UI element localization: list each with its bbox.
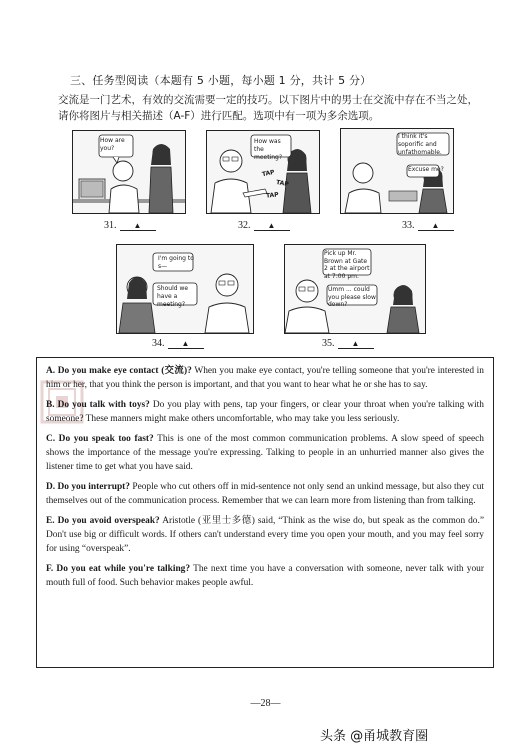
bubble-33-1: I think it's soporific and unfathomable. <box>398 133 442 156</box>
section-intro: 交流是一门艺术，有效的交流需要一定的技巧。以下图片中的男士在交流中存在不当之处，请你将图片与相关描述（A-F）进行匹配。选项中有一项为多余选项。 <box>58 94 478 122</box>
answer-35 <box>322 338 374 349</box>
option-d-text: People who cut others off in mid-sentence not only send an unkind message, but also they cut themselves out of the communication process. Remember that we can learn more from listening than from talking. <box>46 481 484 507</box>
question-number-34: 34. <box>152 338 165 349</box>
option-f-question: F. Do you eat while you're talking? <box>46 563 191 574</box>
option-f-text: The next time you have a conversation with someone, never talk with your mouth full of food. Such behavior makes people awful. <box>46 563 484 589</box>
bubble-31-1: How are you? <box>100 137 125 152</box>
option-d-question: D. Do you interrupt? <box>46 481 130 492</box>
answer-blank-35[interactable]: ▲ <box>338 339 374 349</box>
bubble-34-2: Should we have a meeting? <box>157 285 189 308</box>
option-c-question: C. Do you speak too fast? <box>46 433 154 444</box>
bubble-34-1: I'm going to s— <box>158 255 194 270</box>
tap-sound-3: TAP <box>265 191 280 200</box>
answer-blank-33[interactable]: ▲ <box>418 221 454 231</box>
option-c <box>46 432 484 475</box>
question-number-35: 35. <box>322 338 335 349</box>
bubble-35-2: Umm ... could you please slow down? <box>328 286 376 308</box>
answer-34 <box>152 338 204 349</box>
option-e-text: Aristotle (亚里士多德) said, “Think as the wise do, but speak as the common do.” Don't use big or difficult words. If others can't understand every time you open your mouth, and you may feel sorry for using “overspeak”. <box>46 515 484 555</box>
answer-blank-34[interactable]: ▲ <box>168 339 204 349</box>
option-b-text: Do you play with pens, tap your fingers, or clear your throat when you're talking with someone? These manners might make others uncomfortable, who may take you less seriously. <box>46 399 484 425</box>
question-number-32: 32. <box>238 220 251 231</box>
bubble-32-1: How was the meeting? <box>254 138 283 161</box>
option-b <box>46 398 484 427</box>
option-e <box>46 514 484 557</box>
bubble-33-2: Excuse me? <box>408 166 444 173</box>
option-e-question: E. Do you avoid overspeak? <box>46 515 160 526</box>
answer-33 <box>402 220 454 231</box>
option-f <box>46 562 484 591</box>
source-watermark: 头条 @甬城教育圈 <box>320 729 429 744</box>
answer-blank-31[interactable]: ▲ <box>120 221 156 231</box>
option-d <box>46 480 484 509</box>
question-number-33: 33. <box>402 220 415 231</box>
option-a-question: A. Do you make eye contact (交流)? <box>46 366 192 376</box>
tap-sound-1: TAP <box>261 168 276 179</box>
answer-31 <box>104 220 156 231</box>
section-heading: 三、任务型阅读（本题有 5 小题，每小题 1 分，共计 5 分） <box>70 74 372 87</box>
option-c-text: This is one of the most common communication problems. A slow speed of speech shows the importance of the message you're expressing. Talking to people in an unhurried manner also gives the listener time to get what you have said. <box>46 433 484 473</box>
options-box <box>36 357 494 668</box>
tap-sound-2: TAP <box>275 178 290 189</box>
option-a <box>46 364 484 393</box>
answer-32 <box>238 220 290 231</box>
option-b-question: B. Do you talk with toys? <box>46 399 150 410</box>
option-a-text: When you make eye contact, you're telling someone that you're interested in him or her, that you think the person is important, and that you want to hear what he or she has to say. <box>46 366 484 391</box>
answer-blank-32[interactable]: ▲ <box>254 221 290 231</box>
question-number-31: 31. <box>104 220 117 231</box>
bubble-35-1: Pick up Mr. Brown at Gate 2 at the airport at 7:00 pm. <box>324 250 370 280</box>
page-number: —28— <box>250 698 281 709</box>
